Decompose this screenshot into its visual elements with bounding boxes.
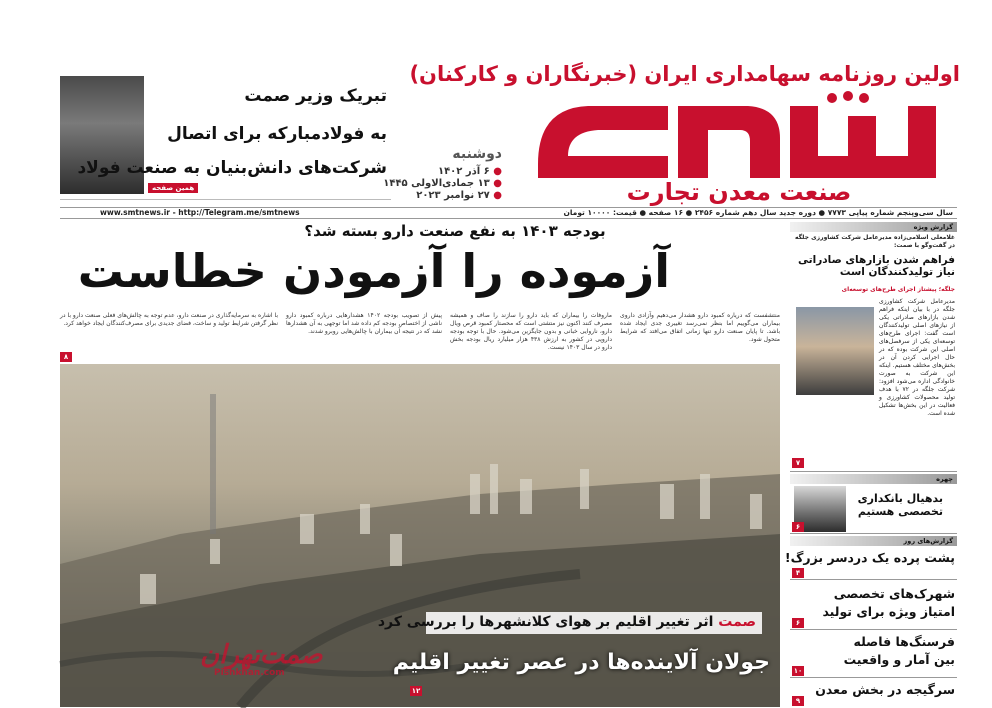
headline-item-4[interactable] xyxy=(790,678,957,708)
page-ref-badge[interactable]: ۷ xyxy=(792,458,804,468)
issue-date-persian: ● ۶ آذر ۱۴۰۲ xyxy=(437,166,502,177)
interview-body: مدیرعامل شرکت کشاورزی جلگه در با بیان اینکه فراهم شدن بازارهای صادراتی یکی از نیازهای اصلی تولیدکنندگان است گفت: اجرای طرح‌های توسعه‌ای یکی از سرفصل‌های اصلی این شرکت بوده که در حال اجرایی کردن آن در بخش‌های مختلف هستیم. اینکه این شرکت به صورت خانوادگی اداره می‌شود افزود: شرکت جلگه در ۷۲ با هدف تولید محصولات کشاورزی و فعالیت در این بخش‌ها تشکیل شده است. xyxy=(879,298,955,417)
section-label-special-report: گزارش ویژه xyxy=(790,222,957,232)
headline-item-2-line-2: امتیاز ویژه برای تولید xyxy=(822,604,955,619)
date-hijri-text: ۱۳ جمادی‌الاولی ۱۴۴۵ xyxy=(383,178,490,189)
sidebar xyxy=(784,222,957,708)
main-kicker: بودجه ۱۴۰۳ به نفع صنعت دارو بسته شد؟ xyxy=(304,222,606,240)
caption-brand: صمت xyxy=(718,614,756,630)
issue-info-text: سال سی‌وپنجم شماره پیاپی ۷۷۷۳ ● دوره جدید سال دهم شماره ۲۴۵۶ ● ۱۶ صفحه ● قیمت: ۱۰۰۰۰ تومان xyxy=(563,208,953,217)
headline-item-3-line-1: فرسنگ‌ها فاصله xyxy=(853,634,955,649)
issue-info-bar xyxy=(60,207,957,219)
main-headline[interactable]: آزموده را آزمودن خطاست xyxy=(77,244,670,298)
page-ref-badge[interactable]: ۶ xyxy=(792,522,804,532)
ad-line-1: تبریک وزیر صمت xyxy=(244,86,387,106)
article-column-3: پیش از تصویب بودجه ۱۴۰۲ هشدارهایی درباره کمبود دارو ناشی از اختصاص بودجه کم داده شد اما توجهی به آن هشدارها نشد که در نتیجه آن بیماران با چالش‌هایی روبرو شدند. xyxy=(286,312,442,335)
interview-block[interactable] xyxy=(790,232,957,472)
article-column-4: با اشاره به سرمایه‌گذاری در صنعت دارو، عدم توجه به چالش‌های فعلی صنعت دارو با در نظر گرفتن شرایط تولید و ساخت، فضای جدیدی برای مصرف‌کنندگان ایجاد خواهد کرد. xyxy=(60,312,278,327)
page-ref-badge[interactable]: ۱۰ xyxy=(793,667,803,675)
issue-day: دوشنبه xyxy=(452,146,502,162)
watermark-url: Pishkhan.com xyxy=(214,668,285,678)
page-ref-badge[interactable]: ۴ xyxy=(792,568,804,578)
date-gregorian-text: ۲۷ نوامبر ۲۰۲۳ xyxy=(416,190,490,201)
date-persian-text: ۶ آذر ۱۴۰۲ xyxy=(437,166,490,177)
headline-item-2[interactable] xyxy=(790,580,957,630)
issue-date-hijri: ● ۱۳ جمادی‌الاولی ۱۴۴۵ xyxy=(383,178,502,189)
interview-subtitle: جلگه؛ پیشتاز اجرای طرح‌های توسعه‌ای xyxy=(841,286,955,293)
headline-item-2-line-1: شهرک‌های تخصصی xyxy=(833,586,955,601)
photo-caption-sub xyxy=(377,612,762,634)
interview-lead: غلامعلی اسلامی‌زاده مدیرعامل شرکت کشاورزی جلگه در گفت‌وگو با صمت: xyxy=(795,234,955,249)
page-ref-badge[interactable]: ۱۲ xyxy=(411,687,421,695)
column-title: بدهیال بانکداری تخصصی هستیم xyxy=(857,492,943,518)
headline-item-1-text: پشت پرده یک دردسر بزرگ! xyxy=(784,550,955,565)
ad-line-3: شرکت‌های دانش‌بنیان به صنعت فولاد xyxy=(77,158,387,178)
page-ref-badge[interactable]: ۹ xyxy=(792,696,804,706)
masthead-tagline: اولین روزنامه سهامداری ایران (خبرنگاران و کارکنان) xyxy=(409,62,960,86)
website-links[interactable]: www.smtnews.ir - http://Telegram.me/smtnews xyxy=(100,208,300,217)
caption-sub-text: اثر تغییر اقلیم بر هوای کلانشهرها را بررسی کرد xyxy=(377,614,714,630)
page-ref-badge[interactable]: ۶ xyxy=(792,618,804,628)
interview-title: فراهم شدن بازارهای صادراتی نیاز تولیدکنندگان است xyxy=(798,254,955,278)
issue-date-gregorian: ● ۲۷ نوامبر ۲۰۲۳ xyxy=(416,190,502,201)
photo-caption-main[interactable]: جولان آلاینده‌ها در عصر تغییر اقلیم xyxy=(392,650,770,675)
newspaper-logo[interactable] xyxy=(518,86,960,204)
article-column-2: ماروفات را بیماران که باید دارو را سازند را صاف و همیشه مصرف کنند اکنون نیز متشتی است که محصتار کمبود قرص ویال دارو، ناروایی خبانی و بدون جایگزین می‌شود. حال با توجه بودجه داروپی در کشور به ارزش ۴۳۸ هزار میلیارد ریال بودجه بخش دارو در سال ۱۴۰۳ نیست. xyxy=(450,312,612,351)
article-column-1: منتشفست که دریاره کمبود دارو هشدار می‌دهیم وآزادی داروی بیماران می‌گوییم اما بنظر نمی‌رسد تغییری جدی ایجاد شده باشد. تا پایان صنعت دارو تنها زمانی اتفاق می‌افتد که شرایط متحول شود. xyxy=(620,312,780,343)
watermark-logo: صمت‌تهران xyxy=(200,640,323,670)
headline-item-3-line-2: بین آمار و واقعیت xyxy=(843,652,955,667)
page-ref-badge[interactable]: ۸ xyxy=(60,352,72,362)
ad-page-badge: همین صفحه xyxy=(148,183,198,193)
section-label-daily-reports: گزارش‌های روز xyxy=(790,536,957,546)
headline-item-4-text: سرگیجه در بخش معدن xyxy=(815,682,955,697)
logo-text: صنعت معدن تجارت xyxy=(626,178,852,206)
ad-line-2: به فولادمبارکه برای اتصال xyxy=(167,124,387,144)
column-block[interactable] xyxy=(790,484,957,534)
headline-item-3[interactable] xyxy=(790,630,957,678)
headline-item-1[interactable] xyxy=(784,546,957,580)
section-label-face: چهره xyxy=(790,474,957,484)
congrats-ad-box[interactable] xyxy=(60,72,391,200)
